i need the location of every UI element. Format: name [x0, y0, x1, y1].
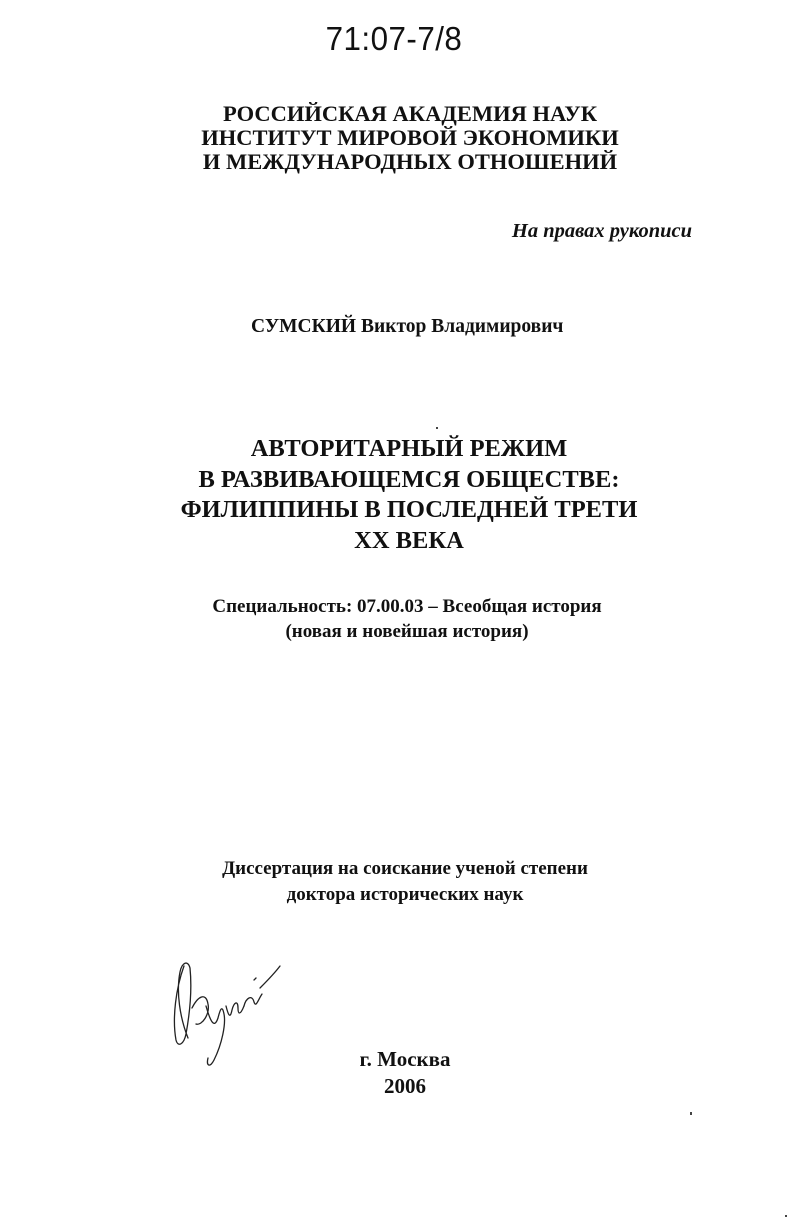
catalog-number-text: 71:07-7/8 [325, 20, 463, 57]
specialty-block [0, 594, 793, 644]
degree-line: Диссертация на соискание ученой степени [222, 858, 588, 879]
degree-block [0, 856, 793, 908]
institution-line: РОССИЙСКАЯ АКАДЕМИЯ НАУК [222, 101, 598, 126]
year: 2006 [384, 1074, 426, 1098]
rights-note: На правах рукописи [511, 220, 692, 242]
title-line: ФИЛИППИНЫ В ПОСЛЕДНЕЙ ТРЕТИ [180, 496, 638, 523]
institution-line: И МЕЖДУНАРОДНЫХ ОТНОШЕНИЙ [202, 149, 618, 174]
scan-speck [785, 1215, 787, 1217]
specialty-line: (новая и новейшая история) [285, 621, 529, 642]
place-year-block [0, 1046, 793, 1100]
title-line: АВТОРИТАРНЫЙ РЕЖИМ [250, 435, 568, 462]
degree-line: доктора исторических наук [286, 884, 524, 905]
institution-line: ИНСТИТУТ МИРОВОЙ ЭКОНОМИКИ [201, 125, 619, 150]
city: г. Москва [359, 1047, 451, 1071]
catalog-number [0, 20, 793, 58]
institution-block [0, 102, 793, 174]
title-line: В РАЗВИВАЮЩЕМСЯ ОБЩЕСТВЕ: [198, 465, 620, 493]
author-name: СУМСКИЙ Виктор Владимирович [251, 316, 564, 337]
scan-speck [436, 427, 438, 429]
scan-speck [690, 1112, 692, 1115]
specialty-line: Специальность: 07.00.03 – Всеобщая история [212, 596, 602, 617]
title-line: XX ВЕКА [354, 526, 464, 554]
dissertation-title [0, 434, 793, 556]
